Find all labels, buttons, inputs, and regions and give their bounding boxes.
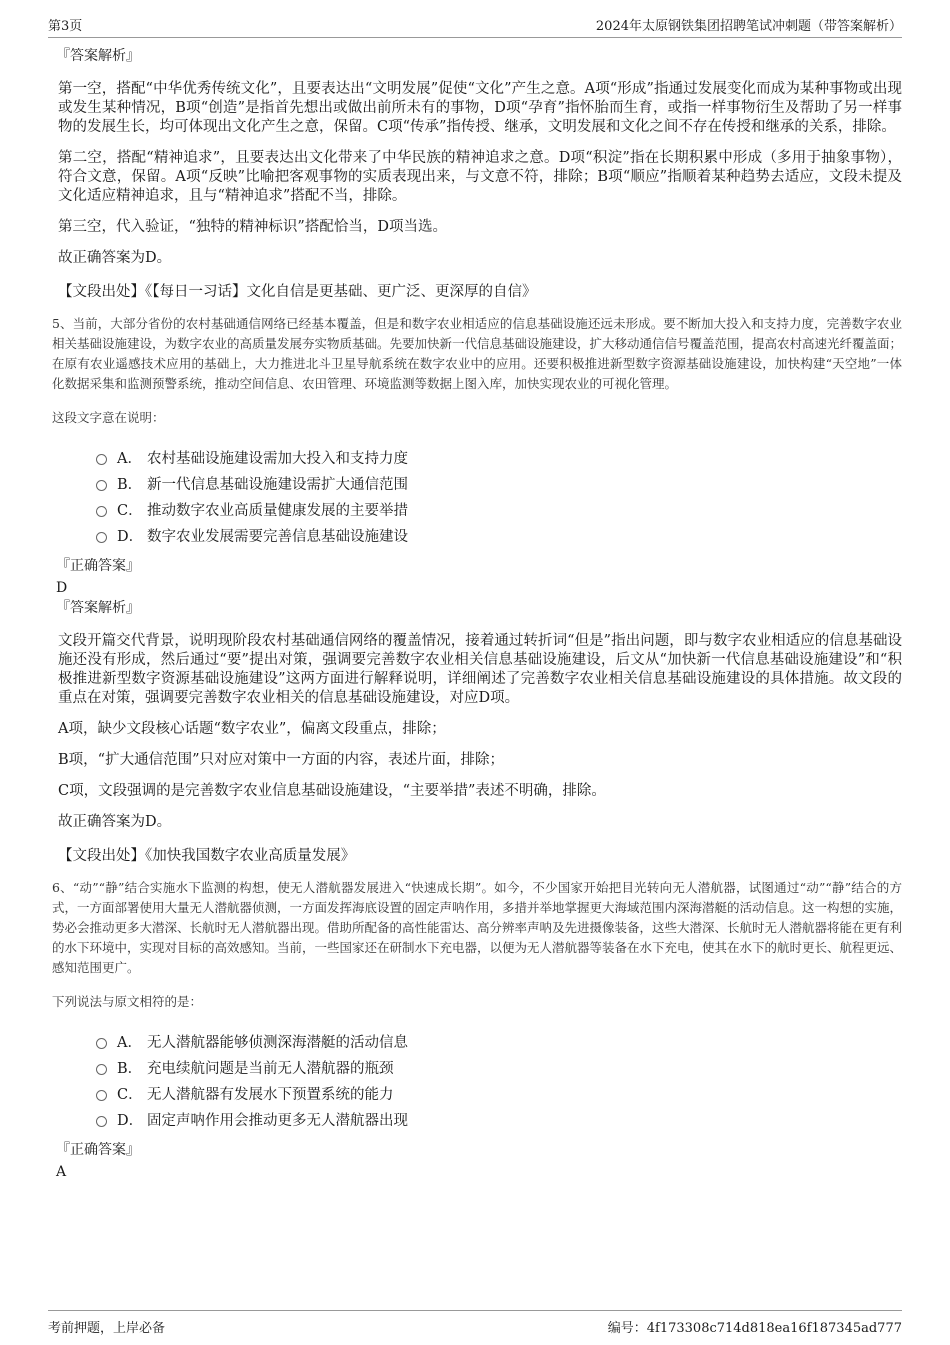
question-5-text: 5、当前，大部分省份的农村基础通信网络已经基本覆盖，但是和数字农业相适应的信息基础设施还远未形成。要不断加大投入和支持力度，完善数字农业相关基础设施建设，为数字农业的高质量发展夯实物质基础。先要加快新一代信息基础设施建设，扩大移动通信信号覆盖范围，提高农村高速光纤覆盖面；在原有农业遥感技术应用的基础上，大力推进北斗卫星导航系统在数字农业中的应用。还要积极推进新型数字资源基础设施建设，加快构建“天空地”一体化数据采集和监测预警系统，推动空间信息、农田管理、环境监测等数据上图入库，加快实现农业的可视化管理。	[52, 316, 903, 391]
analysis-paragraph: 第三空，代入验证，“独特的精神标识”搭配恰当，D项当选。	[58, 219, 447, 235]
analysis-paragraph: B项，“扩大通信范围”只对应对策中一方面的内容，表述片面，排除；	[58, 752, 504, 768]
analysis-paragraph: A项，缺少文段核心话题“数字农业”，偏离文段重点，排除；	[58, 721, 446, 737]
radio-button[interactable]	[96, 1064, 107, 1075]
option-text: 推动数字农业高质量健康发展的主要举措	[147, 502, 408, 519]
radio-button[interactable]	[96, 1116, 107, 1127]
analysis-paragraph: 故正确答案为D。	[58, 250, 172, 266]
option-a[interactable]	[96, 1028, 902, 1054]
analysis-paragraph: 故正确答案为D。	[58, 814, 172, 830]
option-text: 数字农业发展需要完善信息基础设施建设	[147, 528, 408, 545]
analysis-label: 『答案解析』	[56, 600, 140, 616]
option-b[interactable]	[96, 470, 902, 496]
option-a[interactable]	[96, 444, 902, 470]
option-letter: A．	[117, 1034, 142, 1051]
source-citation: 【文段出处】《【每日一习话】文化自信是更基础、更广泛、更深厚的自信》	[58, 284, 537, 300]
option-text: 无人潜航器有发展水下预置系统的能力	[147, 1086, 394, 1103]
question-6-options	[96, 1028, 902, 1132]
option-letter: B．	[117, 476, 143, 493]
option-text: 充电续航问题是当前无人潜航器的瓶颈	[147, 1060, 394, 1077]
analysis-paragraph: 文段开篇交代背景，说明现阶段农村基础通信网络的覆盖情况，接着通过转折词“但是”指出问题，即与数字农业相适应的信息基础设施还没有形成，然后通过“要”提出对策，强调要完善数字农业相关信息基础设施建设，后文从“加快新一代信息基础设施建设”和“积极推进新型数字资源基础设施建设”这两方面进行解释说明，详细阐述了完善数字农业相关信息基础设施建设的具体措施。故文段的重点在对策，强调要完善数字农业相关的信息基础设施建设，对应D项。	[58, 633, 902, 706]
radio-button[interactable]	[96, 454, 107, 465]
page-header	[48, 12, 902, 38]
option-c[interactable]	[96, 1080, 902, 1106]
page-content	[52, 46, 902, 1182]
option-d[interactable]	[96, 1106, 902, 1132]
option-c[interactable]	[96, 496, 902, 522]
option-letter: C．	[117, 1086, 143, 1103]
option-letter: C．	[117, 502, 143, 519]
option-letter: A．	[117, 450, 142, 467]
correct-answer: D	[56, 580, 68, 596]
option-text: 新一代信息基础设施建设需扩大通信范围	[147, 476, 408, 493]
correct-answer: A	[56, 1164, 67, 1180]
option-d[interactable]	[96, 522, 902, 548]
analysis-paragraph: C项，文段强调的是完善数字农业信息基础设施建设，“主要举措”表述不明确，排除。	[58, 783, 606, 799]
option-text: 农村基础设施建设需加大投入和支持力度	[147, 450, 408, 467]
page-number: 第3页	[48, 19, 83, 34]
option-letter: B．	[117, 1060, 143, 1077]
radio-button[interactable]	[96, 532, 107, 543]
question-5-options	[96, 444, 902, 548]
option-text: 无人潜航器能够侦测深海潜艇的活动信息	[147, 1034, 408, 1051]
question-6-text: 6、“动”“静”结合实施水下监测的构想，使无人潜航器发展进入“快速成长期”。如今，不少国家开始把目光转向无人潜航器，试图通过“动”“静”结合的方式，一方面部署使用大量无人潜航器侦测，一方面发挥海底设置的固定声呐作用，多措并举地掌握更大海域范围内深海潜艇的活动信息。这一构想的实施，势必会推动更多大潜深、长航时无人潜航器出现。借助所配备的高性能雷达、高分辨率声呐及先进摄像装备，这些大潜深、长航时无人潜航器将能在更有利的水下环境中，实现对目标的高效感知。当前，一些国家还在研制水下充电器，以便为无人潜航器等装备在水下充电，使其在水下的航时更长、航程更远、感知范围更广。	[52, 880, 903, 975]
footer-slogan: 考前押题，上岸必备	[48, 1321, 166, 1336]
answer-label: 『正确答案』	[56, 558, 140, 574]
option-letter: D．	[117, 528, 144, 545]
radio-button[interactable]	[96, 1090, 107, 1101]
option-b[interactable]	[96, 1054, 902, 1080]
question-5-prompt: 这段文字意在说明：	[52, 410, 165, 425]
analysis-label: 『答案解析』	[56, 48, 140, 64]
radio-button[interactable]	[96, 506, 107, 517]
document-id: 编号：4f173308c714d818ea16f187345ad777	[607, 1321, 902, 1336]
source-citation: 【文段出处】《加快我国数字农业高质量发展》	[58, 848, 356, 864]
option-text: 固定声呐作用会推动更多无人潜航器出现	[147, 1112, 408, 1129]
answer-label: 『正确答案』	[56, 1142, 140, 1158]
radio-button[interactable]	[96, 1038, 107, 1049]
question-6-prompt: 下列说法与原文相符的是：	[52, 994, 203, 1009]
option-letter: D．	[117, 1112, 144, 1129]
document-title: 2024年太原钢铁集团招聘笔试冲刺题（带答案解析）	[595, 19, 902, 34]
page-footer	[48, 1310, 902, 1336]
analysis-paragraph: 第一空，搭配“中华优秀传统文化”，且要表达出“文明发展”促使“文化”产生之意。A项“形成”指通过发展变化而成为某种事物或出现或发生某种情况，B项“创造”是指首先想出或做出前所未有的事物，D项“孕育”指怀胎而生育，或指一样事物衍生及帮助了另一样事物的发展生长，均可体现出文化产生之意，保留。C项“传承”指传授、继承，文明发展和文化之间不存在传授和继承的关系，排除。	[58, 81, 902, 135]
analysis-paragraph: 第二空，搭配“精神追求”，且要表达出文化带来了中华民族的精神追求之意。D项“积淀”指在长期积累中形成（多用于抽象事物），符合文意，保留。A项“反映”比喻把客观事物的实质表现出来，与文意不符，排除；B项“顺应”指顺着某种趋势去适应，文段未提及文化适应精神追求，且与“精神追求”搭配不当，排除。	[58, 150, 902, 204]
radio-button[interactable]	[96, 480, 107, 491]
